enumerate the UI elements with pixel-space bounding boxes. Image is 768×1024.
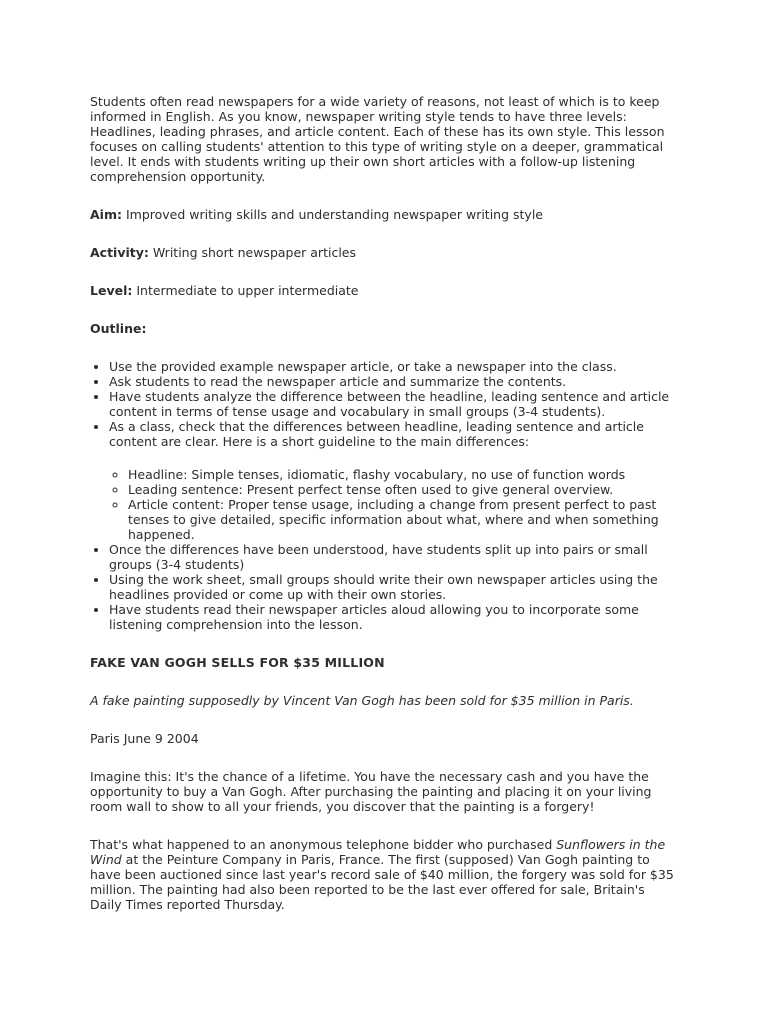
outline-item: • Ask students to read the newspaper article and summarize the contents.	[109, 374, 678, 389]
paragraph-2-end: at the Peinture Company in Paris, France. The first (supposed) Van Gogh painting to have been auctioned since last year's record sale of $40 million, the forgery was sold for $35 million. The painting had also been reported to be the last ever offered for sale, Britain's Daily Times reported Thursday.	[90, 852, 674, 912]
paragraph-2-start: That's what happened to an anonymous telephone bidder who purchased	[90, 837, 557, 852]
article-lead	[90, 693, 678, 708]
article-paragraph-1: Imagine this: It's the chance of a lifetime. You have the necessary cash and you have the opportunity to buy a Van Gogh. After purchasing the painting and placing it on your living room wall to show to all your friends, you discover that the painting is a forgery!	[90, 769, 652, 814]
outline-item: • Have students analyze the difference between the headline, leading sentence and article content in terms of tense usage and vocabulary in small groups (3-4 students).	[109, 389, 678, 419]
article-paragraph-2	[90, 837, 678, 912]
aim-text: Improved writing skills and understanding newspaper writing style	[121, 207, 543, 222]
outline-item: • Have students read their newspaper articles aloud allowing you to incorporate some listening comprehension into the lesson.	[109, 602, 678, 632]
outline-item: • Use the provided example newspaper article, or take a newspaper into the class.	[109, 359, 678, 374]
activity-label: Activity:	[90, 245, 149, 260]
outline-heading	[90, 321, 678, 336]
level-text: Intermediate to upper intermediate	[132, 283, 359, 298]
sublist-item: ◦ Leading sentence: Present perfect tense often used to give general overview.	[128, 482, 678, 497]
article-headline: FAKE VAN GOGH SELLS FOR $35 MILLION	[90, 655, 385, 670]
level-line	[90, 283, 678, 298]
activity-line	[90, 245, 678, 260]
outline-label: Outline:	[90, 321, 147, 336]
outline-list	[90, 359, 678, 632]
intro-paragraph: Students often read newspapers for a wide variety of reasons, not least of which is to keep informed in English. As you know, newspaper writing style tends to have three levels: Headlines, leading phrases, and article content. Each of these has its own style. This lesson focuses on calling students' attention to this type of writing style on a deeper, grammatical level. It ends with students writing up their own short articles with a follow-up listening comprehension opportunity.	[90, 94, 665, 184]
outline-item: • Once the differences have been understood, have students split up into pairs or small groups (3-4 students)	[109, 542, 678, 572]
article-dateline: Paris June 9 2004	[90, 731, 199, 746]
outline-item	[109, 419, 678, 542]
aim-label: Aim:	[90, 207, 122, 222]
activity-text: Writing short newspaper articles	[148, 245, 356, 260]
outline-item-text: As a class, check that the differences between headline, leading sentence and article content are clear. Here is a short guideline to the main differences:	[109, 419, 644, 449]
differences-sublist	[109, 467, 678, 542]
level-label: Level:	[90, 283, 133, 298]
sublist-item: ◦ Headline: Simple tenses, idiomatic, flashy vocabulary, no use of function words	[128, 467, 678, 482]
sublist-item: ◦ Article content: Proper tense usage, including a change from present perfect to past tenses to give detailed, specific information about what, where and when something happened.	[128, 497, 678, 542]
outline-item: • Using the work sheet, small groups should write their own newspaper articles using the headlines provided or come up with their own stories.	[109, 572, 678, 602]
article-lead-text: A fake painting supposedly by Vincent Van Gogh has been sold for $35 million in Paris.	[90, 693, 634, 708]
aim-line	[90, 207, 678, 222]
painting-title: Sunflowers in the Wind	[90, 837, 666, 867]
